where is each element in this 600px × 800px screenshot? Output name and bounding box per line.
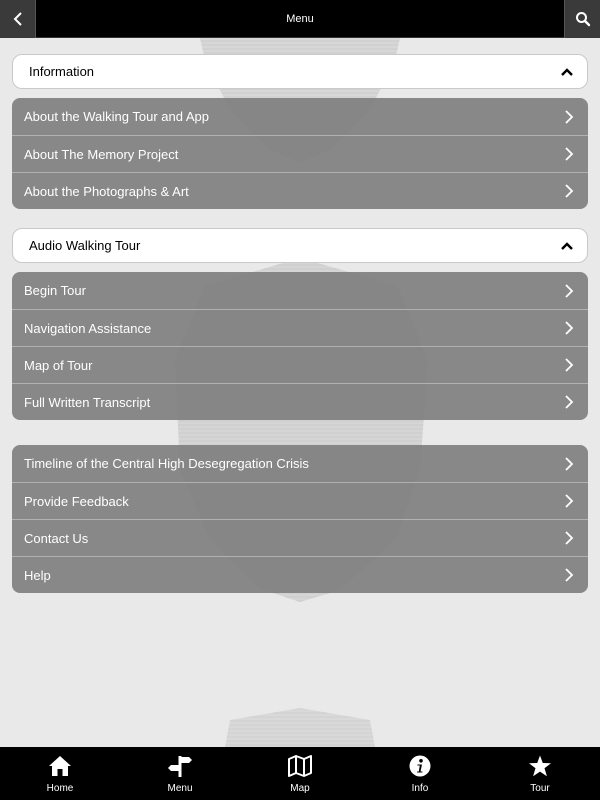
- chevron-up-icon: [561, 68, 573, 76]
- list-item[interactable]: [12, 383, 588, 420]
- chevron-right-icon: [564, 183, 574, 199]
- chevron-right-icon: [564, 394, 574, 410]
- star-icon: [528, 755, 552, 777]
- section-header-information[interactable]: [12, 54, 588, 89]
- chevron-right-icon: [564, 283, 574, 299]
- list-item-label: Help: [24, 567, 51, 583]
- home-icon: [48, 755, 72, 777]
- list-item-label: Navigation Assistance: [24, 320, 152, 336]
- tab-label: Tour: [530, 783, 550, 794]
- chevron-right-icon: [564, 357, 574, 373]
- list-item[interactable]: [12, 135, 588, 172]
- list-item[interactable]: [12, 346, 588, 383]
- tab-info[interactable]: [360, 747, 480, 800]
- list-item-label: About The Memory Project: [24, 146, 179, 162]
- tab-label: Menu: [167, 783, 193, 794]
- list-item-label: Map of Tour: [24, 357, 93, 373]
- list-item-label: Full Written Transcript: [24, 394, 151, 410]
- chevron-right-icon: [564, 146, 574, 162]
- list-item[interactable]: [12, 172, 588, 209]
- page-title: Menu: [286, 13, 314, 25]
- section-header-audio-walking-tour[interactable]: [12, 228, 588, 263]
- list-item[interactable]: [12, 445, 588, 482]
- section-title: Audio Walking Tour: [29, 238, 141, 253]
- list-item[interactable]: [12, 482, 588, 519]
- list-item-label: Begin Tour: [24, 283, 86, 298]
- more-links-list: [12, 445, 588, 593]
- tab-label: Home: [46, 783, 74, 794]
- chevron-right-icon: [564, 493, 574, 509]
- tab-home[interactable]: [0, 747, 120, 800]
- search-icon: [575, 11, 591, 27]
- information-list: [12, 98, 588, 209]
- audio-walking-tour-list: [12, 272, 588, 420]
- list-item[interactable]: [12, 98, 588, 135]
- chevron-right-icon: [564, 456, 574, 472]
- bottom-tab-bar: [0, 747, 600, 800]
- list-item[interactable]: [12, 309, 588, 346]
- map-icon: [287, 755, 313, 777]
- menu-content: [12, 54, 588, 593]
- list-item-label: Provide Feedback: [24, 493, 129, 509]
- chevron-right-icon: [564, 109, 574, 125]
- tab-map[interactable]: [240, 747, 360, 800]
- chevron-right-icon: [564, 530, 574, 546]
- list-item-label: Contact Us: [24, 530, 89, 546]
- list-item-label: Timeline of the Central High Desegregation Crisis: [24, 456, 309, 471]
- tab-menu[interactable]: [120, 747, 240, 800]
- info-icon: [409, 755, 431, 777]
- signpost-icon: [167, 755, 193, 777]
- chevron-up-icon: [561, 242, 573, 250]
- section-title: Information: [29, 64, 95, 79]
- list-item[interactable]: [12, 519, 588, 556]
- tab-label: Info: [411, 783, 429, 794]
- top-nav-bar: [0, 0, 600, 38]
- list-item-label: About the Walking Tour and App: [24, 109, 210, 124]
- list-item[interactable]: [12, 272, 588, 309]
- chevron-right-icon: [564, 320, 574, 336]
- tab-label: Map: [290, 783, 310, 794]
- search-button[interactable]: [564, 0, 600, 38]
- list-item-label: About the Photographs & Art: [24, 183, 189, 199]
- tab-tour[interactable]: [480, 747, 600, 800]
- list-item[interactable]: [12, 556, 588, 593]
- chevron-right-icon: [564, 567, 574, 583]
